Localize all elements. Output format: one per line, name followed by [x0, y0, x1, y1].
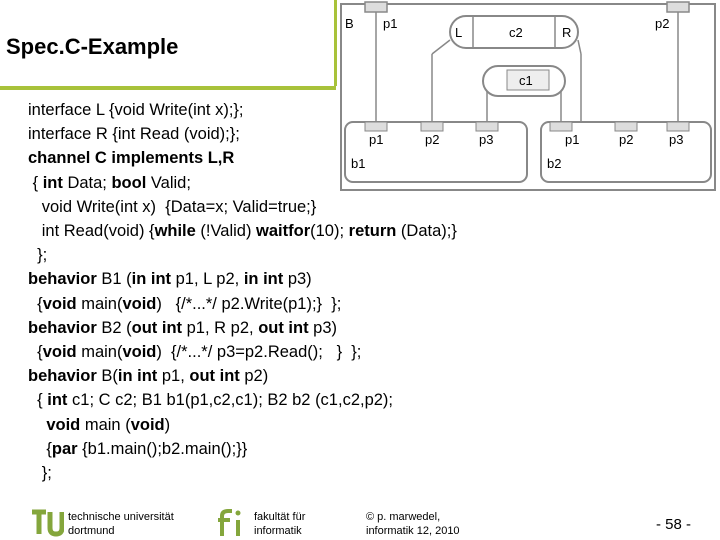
code-text [28, 416, 46, 434]
code-line [28, 437, 457, 461]
code-keyword: out int [131, 318, 183, 337]
footer-faculty [254, 510, 305, 538]
code-keyword: waitfor [256, 222, 311, 241]
fi-logo-icon [216, 508, 246, 538]
code-keyword: void [42, 294, 77, 313]
b1-port-p3: p3 [479, 132, 494, 147]
variable-c1-label: c1 [519, 73, 533, 88]
code-text: interface R {int Read (void);}; [28, 125, 240, 144]
code-keyword: behavior [28, 318, 97, 337]
code-listing [28, 98, 457, 485]
code-keyword: void [130, 415, 165, 434]
footer-faculty-line1: fakultät für [254, 511, 306, 523]
code-keyword: void [122, 294, 157, 313]
code-keyword: behavior [28, 270, 97, 289]
outer-port-p2 [667, 2, 689, 12]
code-keyword: in int [243, 270, 284, 289]
b1-port-p1: p1 [369, 132, 384, 147]
code-line [28, 292, 457, 316]
code-text: c1; C c2; B1 b1(p1,c2,c1); B2 b2 (c1,c2,p2); [67, 391, 394, 410]
page-number: - 58 - [656, 516, 692, 533]
code-line [28, 98, 457, 122]
code-keyword: in int [131, 270, 172, 289]
code-text: p1, L p2, [171, 270, 244, 289]
code-text: (10); [310, 222, 349, 241]
code-text: main ( [80, 415, 131, 434]
code-keyword: void [42, 343, 77, 362]
code-text: Valid; [146, 173, 191, 192]
outer-port-p1-label: p1 [383, 16, 398, 31]
outer-port-p2-label: p2 [655, 16, 670, 31]
code-line [28, 267, 457, 291]
interface-L-label: L [455, 25, 463, 40]
footer-copyright-line1: © p. marwedel, [366, 511, 441, 523]
code-text: B( [96, 367, 118, 386]
behavior-b-label: B [345, 16, 354, 31]
footer-university-line1: technische universität [68, 511, 174, 523]
code-text: { [28, 391, 48, 410]
code-text: { [28, 439, 52, 458]
code-line [28, 461, 457, 485]
b2-port-p3: p3 [669, 132, 684, 147]
code-keyword: out int [258, 318, 309, 337]
code-text: { [28, 343, 43, 362]
outer-port-p1 [365, 2, 387, 12]
code-line [28, 171, 457, 195]
code-text: ) [164, 415, 171, 434]
code-line [28, 243, 457, 267]
code-keyword: void [46, 415, 81, 434]
code-text: void Write(int x) {Data=x; Valid=true;} [28, 197, 317, 216]
code-text: interface L {void Write(int x);}; [28, 101, 244, 119]
code-line [28, 219, 457, 243]
footer-copyright [366, 510, 460, 538]
code-keyword: int [47, 391, 68, 410]
code-line [28, 340, 457, 364]
b2-label: b2 [547, 156, 562, 171]
b2-port-p2: p2 [619, 132, 634, 147]
footer-faculty-line2: informatik [254, 525, 302, 537]
footer-university-line2: dortmund [68, 525, 115, 537]
title-underline [0, 86, 336, 90]
code-keyword: channel C implements L,R [28, 149, 235, 168]
code-text: p1, R p2, [182, 318, 259, 337]
code-text: int Read(void) { [28, 222, 155, 241]
code-line [28, 388, 457, 412]
code-text: p1, [157, 367, 190, 386]
code-text: p2) [239, 367, 269, 386]
code-keyword: bool [111, 173, 147, 192]
code-text: B1 ( [96, 270, 132, 289]
footer-university [68, 510, 174, 538]
channel-c2-label: c2 [509, 25, 523, 40]
code-text: (Data);} [396, 222, 457, 241]
b1-label: b1 [351, 156, 366, 171]
b1-port-p2: p2 [425, 132, 440, 147]
code-line [28, 316, 457, 340]
code-line [28, 146, 457, 170]
code-keyword: out int [189, 367, 240, 386]
code-text: B2 ( [96, 318, 132, 337]
code-line [28, 122, 457, 146]
code-keyword: in int [117, 367, 158, 386]
code-keyword: void [122, 343, 157, 362]
code-text: { [28, 173, 43, 192]
code-line [28, 364, 457, 388]
code-text: ) {/*...*/ p3=p2.Read(); } }; [156, 343, 362, 362]
code-text: main( [76, 343, 123, 362]
interface-R-label: R [562, 25, 572, 40]
code-text: (!Valid) [195, 222, 257, 241]
code-text: p3) [308, 318, 338, 337]
code-text: }; [28, 246, 48, 265]
code-keyword: behavior [28, 367, 97, 386]
b2-port-p1: p1 [565, 132, 580, 147]
code-keyword: par [51, 439, 78, 458]
code-text: Data; [62, 173, 112, 192]
code-text: p3) [283, 270, 312, 289]
code-text: }; [28, 464, 52, 483]
footer-copyright-line2: informatik 12, 2010 [366, 525, 460, 537]
tu-logo-icon [30, 508, 64, 538]
page-title: Spec.C-Example [6, 34, 179, 59]
code-keyword: return [348, 222, 397, 241]
code-text: { [28, 294, 43, 313]
code-line [28, 413, 457, 437]
code-text: ) {/*...*/ p2.Write(p1);} }; [156, 294, 342, 313]
code-keyword: int [42, 173, 63, 192]
code-text: {b1.main();b2.main();}} [77, 439, 248, 458]
code-line [28, 195, 457, 219]
code-text: main( [76, 294, 123, 313]
code-keyword: while [154, 222, 196, 241]
